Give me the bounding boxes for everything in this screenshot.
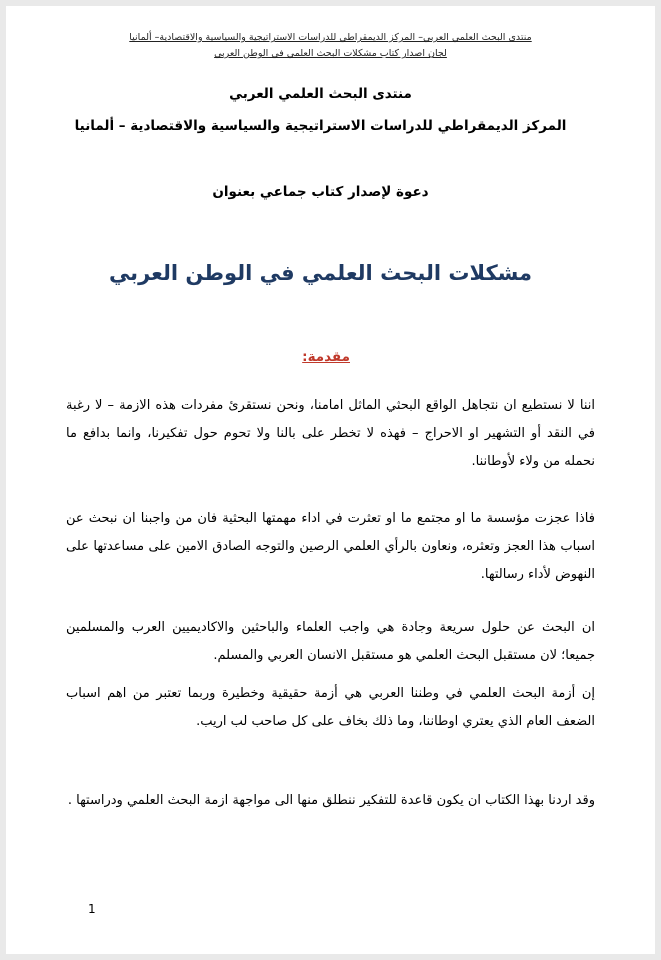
intro-paragraph-1: اننا لا نستطيع ان نتجاهل الواقع البحثي الماثل امامنا، ونحن نستقرئ مفردات هذه الازمة – لا رغبة في النقد أو التشهير او الاحراج – فهذه لا تخطر على بالنا ولا تحوم حول تفكيرنا، وانما بدافع ما نحمله من ولاء لأوطاننا. — [66, 398, 595, 469]
intro-paragraph-3: ان البحث عن حلول سريعة وجادة هي واجب العلماء والباحثين والاكاديميين العرب والمسلمين جميعا؛ لان مستقبل البحث العلمي هو مستقبل الانسان العربي والمسلم. — [66, 620, 595, 663]
running-header-line-2: لجان اصدار كتاب مشكلات البحث العلمي في الوطن العربي — [214, 48, 447, 59]
document-page — [6, 6, 655, 954]
running-header-line-1: منتدى البحث العلمي العربي– المركز الديمقراطي للدراسات الاستراتيجية والسياسية والاقتصادية– ألمانيا — [129, 32, 532, 43]
invitation-line: دعوة لإصدار كتاب جماعي بعنوان — [212, 184, 429, 200]
intro-paragraph-2: فاذا عجزت مؤسسة ما او مجتمع ما او تعثرت في اداء مهمتها البحثية فان من واجبنا ان نبحث عن اسباب هذا العجز وتعثره، ونعاون بالرأي العلمي الرصين والتوجه الصادق الامين على مساعدتها على النهوض لأداء رسالتها. — [66, 511, 595, 582]
intro-heading: مقدمة: — [302, 349, 350, 365]
page-title: مشكلات البحث العلمي في الوطن العربي — [108, 261, 533, 285]
running-header — [46, 30, 615, 62]
page-number: 1 — [88, 902, 96, 916]
intro-paragraph-4: إن أزمة البحث العلمي في وطننا العربي هي أزمة حقيقية وخطيرة وربما تعتبر من اهم اسباب الضعف العام الذي يعتري اوطاننا، وما ذلك بخاف على كل صاحب لب اريب. — [66, 686, 595, 729]
forum-name: منتدى البحث العلمي العربي — [229, 86, 412, 102]
center-name: المركز الديمقراطي للدراسات الاستراتيجية والسياسية والاقتصادية – ألمانيا — [74, 118, 567, 134]
intro-paragraph-5: وقد اردنا بهذا الكتاب ان يكون قاعدة للتفكير ننطلق منها الى مواجهة ازمة البحث العلمي ودراستها . — [67, 793, 595, 808]
